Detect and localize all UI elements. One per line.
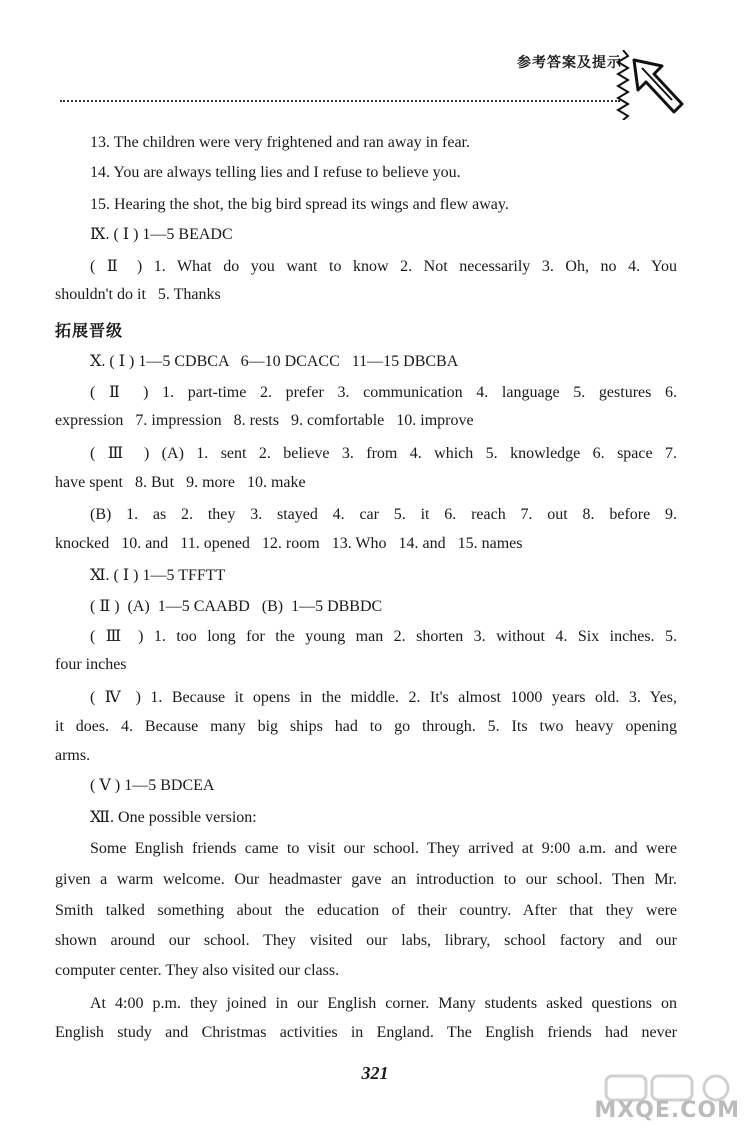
header-title: 参考答案及提示 (517, 55, 622, 71)
arrow-icon (632, 58, 686, 116)
text-line: 15. Hearing the shot, the big bird spread its wings and flew away. (90, 196, 509, 213)
watermark-text: MXQE.COM (594, 1098, 740, 1123)
text-line: ( Ⅳ ) 1. Because it opens in the middle. 2. It's almost 1000 years old. 3. Yes, (90, 689, 677, 706)
text-line: have spent 8. But 9. more 10. make (55, 474, 306, 491)
text-line: (B) 1. as 2. they 3. stayed 4. car 5. it 6. reach 7. out 8. before 9. (90, 506, 677, 523)
text-line: Ⅸ. ( Ⅰ ) 1—5 BEADC (90, 226, 233, 243)
text-line: ( Ⅴ ) 1—5 BDCEA (90, 777, 215, 794)
text-line: 14. You are always telling lies and I refuse to believe you. (90, 164, 461, 181)
dotted-rule (60, 90, 620, 102)
text-line: ( Ⅱ ) 1. part-time 2. prefer 3. communication 4. language 5. gestures 6. (90, 384, 677, 401)
text-line: Smith talked something about the education of their country. After that they were (55, 902, 677, 919)
text-line: shouldn't do it 5. Thanks (55, 286, 221, 303)
text-line: ( Ⅱ ) 1. What do you want to know 2. Not necessarily 3. Oh, no 4. You (90, 258, 677, 275)
text-line: shown around our school. They visited our labs, library, school factory and our (55, 932, 677, 949)
zigzag-border (616, 50, 630, 120)
text-line: four inches (55, 656, 127, 673)
text-line: it does. 4. Because many big ships had to go through. 5. Its two heavy opening (55, 718, 677, 735)
page-number: 321 (361, 1063, 389, 1083)
text-line: given a warm welcome. Our headmaster gave an introduction to our school. Then Mr. (55, 871, 677, 888)
text-line: At 4:00 p.m. they joined in our English corner. Many students asked questions on (90, 995, 677, 1012)
text-line: Some English friends came to visit our school. They arrived at 9:00 a.m. and were (90, 840, 677, 857)
text-line: arms. (55, 747, 91, 764)
section-title: 拓展晋级 (55, 321, 124, 340)
text-line: knocked 10. and 11. opened 12. room 13. Who 14. and 15. names (55, 535, 523, 552)
text-line: Ⅻ. One possible version: (90, 809, 257, 826)
text-line: expression 7. impression 8. rests 9. comfortable 10. improve (55, 412, 474, 429)
text-line: English study and Christmas activities in England. The English friends had never (55, 1024, 677, 1041)
text-line: ( Ⅲ ) 1. too long for the young man 2. shorten 3. without 4. Six inches. 5. (90, 628, 677, 645)
text-line: ( Ⅲ ) (A) 1. sent 2. believe 3. from 4. which 5. knowledge 6. space 7. (90, 445, 677, 462)
text-line: Ⅹ. ( Ⅰ ) 1—5 CDBCA 6—10 DCACC 11—15 DBCBA (90, 353, 459, 370)
text-line: ( Ⅱ ) (A) 1—5 CAABD (B) 1—5 DBBDC (90, 598, 383, 615)
text-line: 13. The children were very frightened and ran away in fear. (90, 134, 470, 151)
text-line: computer center. They also visited our class. (55, 962, 340, 979)
text-line: Ⅺ. ( Ⅰ ) 1—5 TFFTT (90, 567, 226, 584)
